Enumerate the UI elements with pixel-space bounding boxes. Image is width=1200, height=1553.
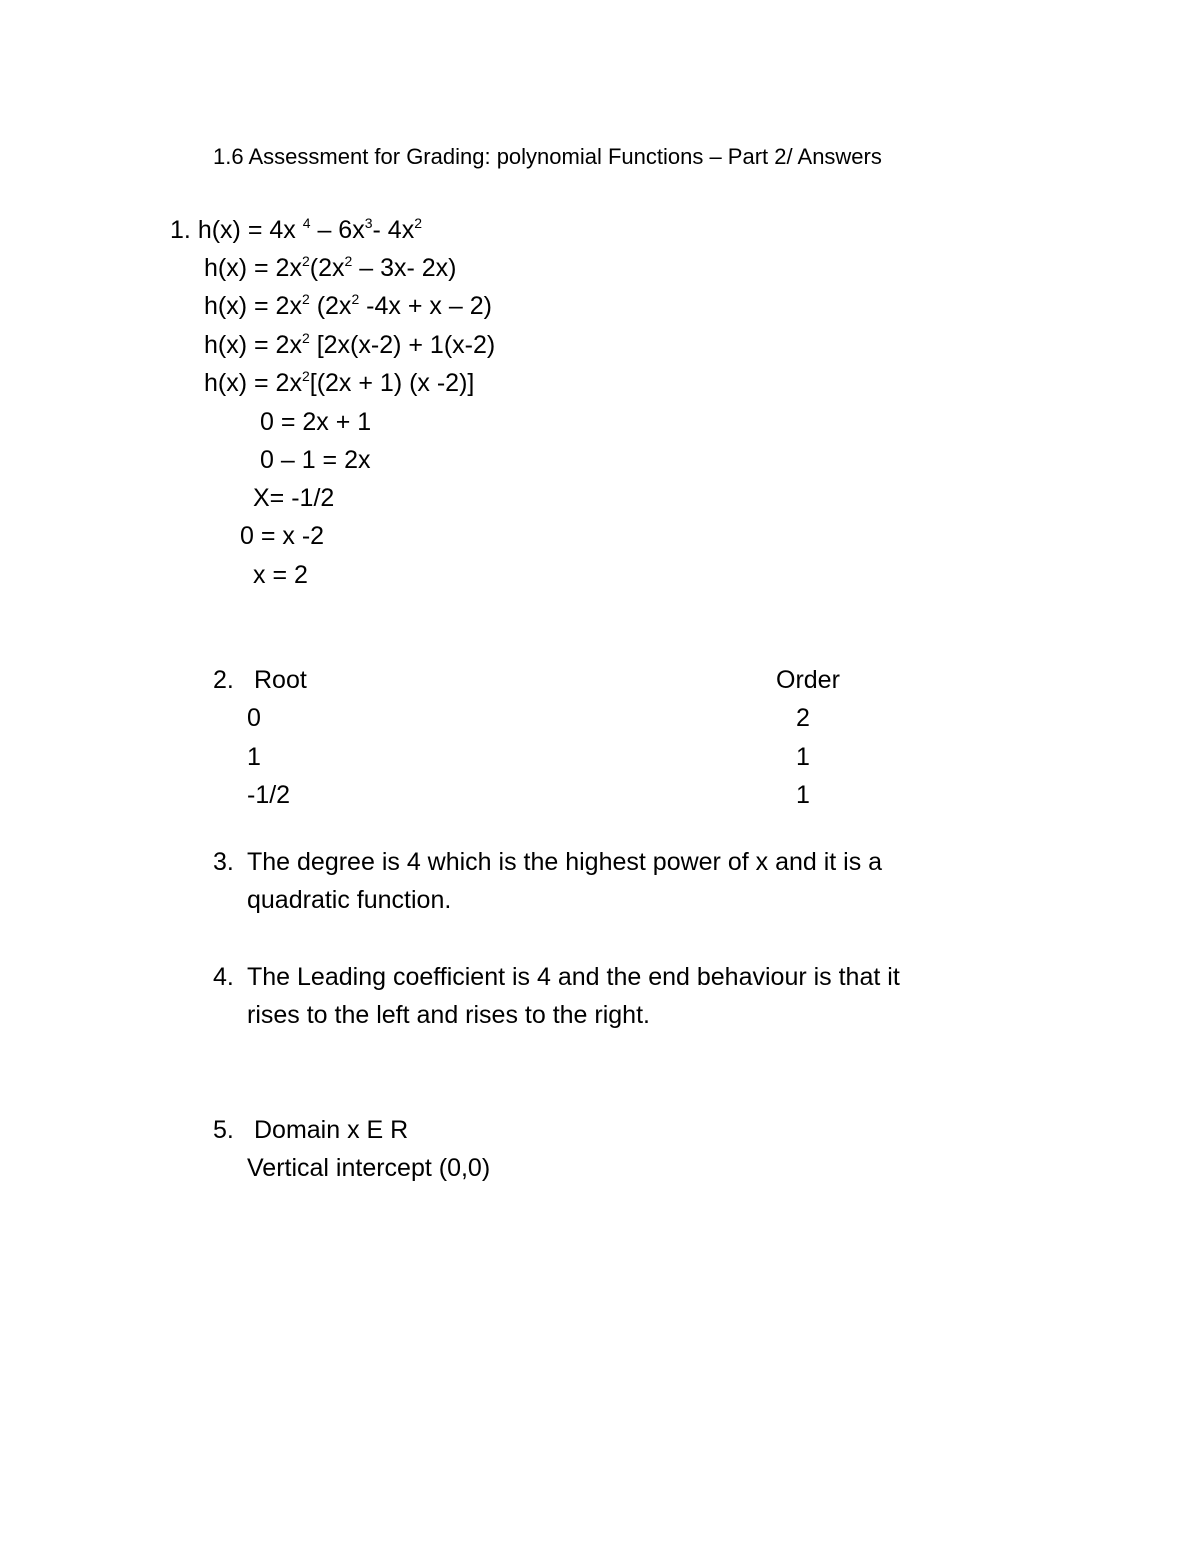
- q2-order-cell: 1: [796, 781, 810, 809]
- q2-number: 2.: [213, 666, 234, 694]
- q1-line-5: $h(x) = 2x^2[(2x + 1)$ (x -2)]: [204, 368, 475, 397]
- q4-line-2: rises to the left and rises to the right.: [247, 1001, 650, 1029]
- q2-root-cell: 1: [247, 743, 261, 771]
- q5-line-1: Domain x E R: [254, 1116, 409, 1144]
- q2-root-cell: -1/2: [247, 781, 291, 809]
- q2-order-cell: 2: [796, 704, 810, 732]
- q5-line-2: Vertical intercept (0,0): [247, 1154, 491, 1182]
- q3-number: 3.: [213, 848, 234, 876]
- q2-header-root: Root: [254, 666, 307, 694]
- q1-line-9: 0 = x -2: [240, 522, 325, 550]
- q4-line-1: The Leading coefficient is 4 and the end behaviour is that it: [247, 963, 900, 991]
- q1-line-10: x = 2: [253, 561, 308, 589]
- q2-root-cell: 0: [247, 704, 261, 732]
- q2-order-cell: 1: [796, 743, 810, 771]
- q1-number: 1.: [170, 216, 191, 244]
- q1-line-6: 0 = 2x + 1: [260, 408, 372, 436]
- page-title: 1.6 Assessment for Grading: polynomial Functions – Part 2/ Answers: [213, 144, 882, 169]
- q1-line-4: $h(x) = 2x^2$ [2x(x-2) + 1(x-2): [204, 330, 496, 359]
- q2-header-order: Order: [776, 666, 840, 694]
- q3-line-2: quadratic function.: [247, 886, 452, 914]
- q1-line-1: 1. h(x) = 4x $^4 - 6x^3-$ $4x^2$: [170, 215, 422, 244]
- q1-line-3: $h(x) = 2x^2$ ($2x^2$ -4x + x – 2): [204, 291, 492, 320]
- q1-line-8: X= -1/2: [253, 484, 335, 512]
- q1-line-2: $h(x) = 2x^2(2x^2 - 3x-$ 2x): [204, 253, 457, 282]
- q4-number: 4.: [213, 963, 234, 991]
- q1-line-7: 0 – 1 = 2x: [260, 446, 371, 474]
- q5-number: 5.: [213, 1116, 234, 1144]
- q3-line-1: The degree is 4 which is the highest power of x and it is a: [247, 848, 883, 876]
